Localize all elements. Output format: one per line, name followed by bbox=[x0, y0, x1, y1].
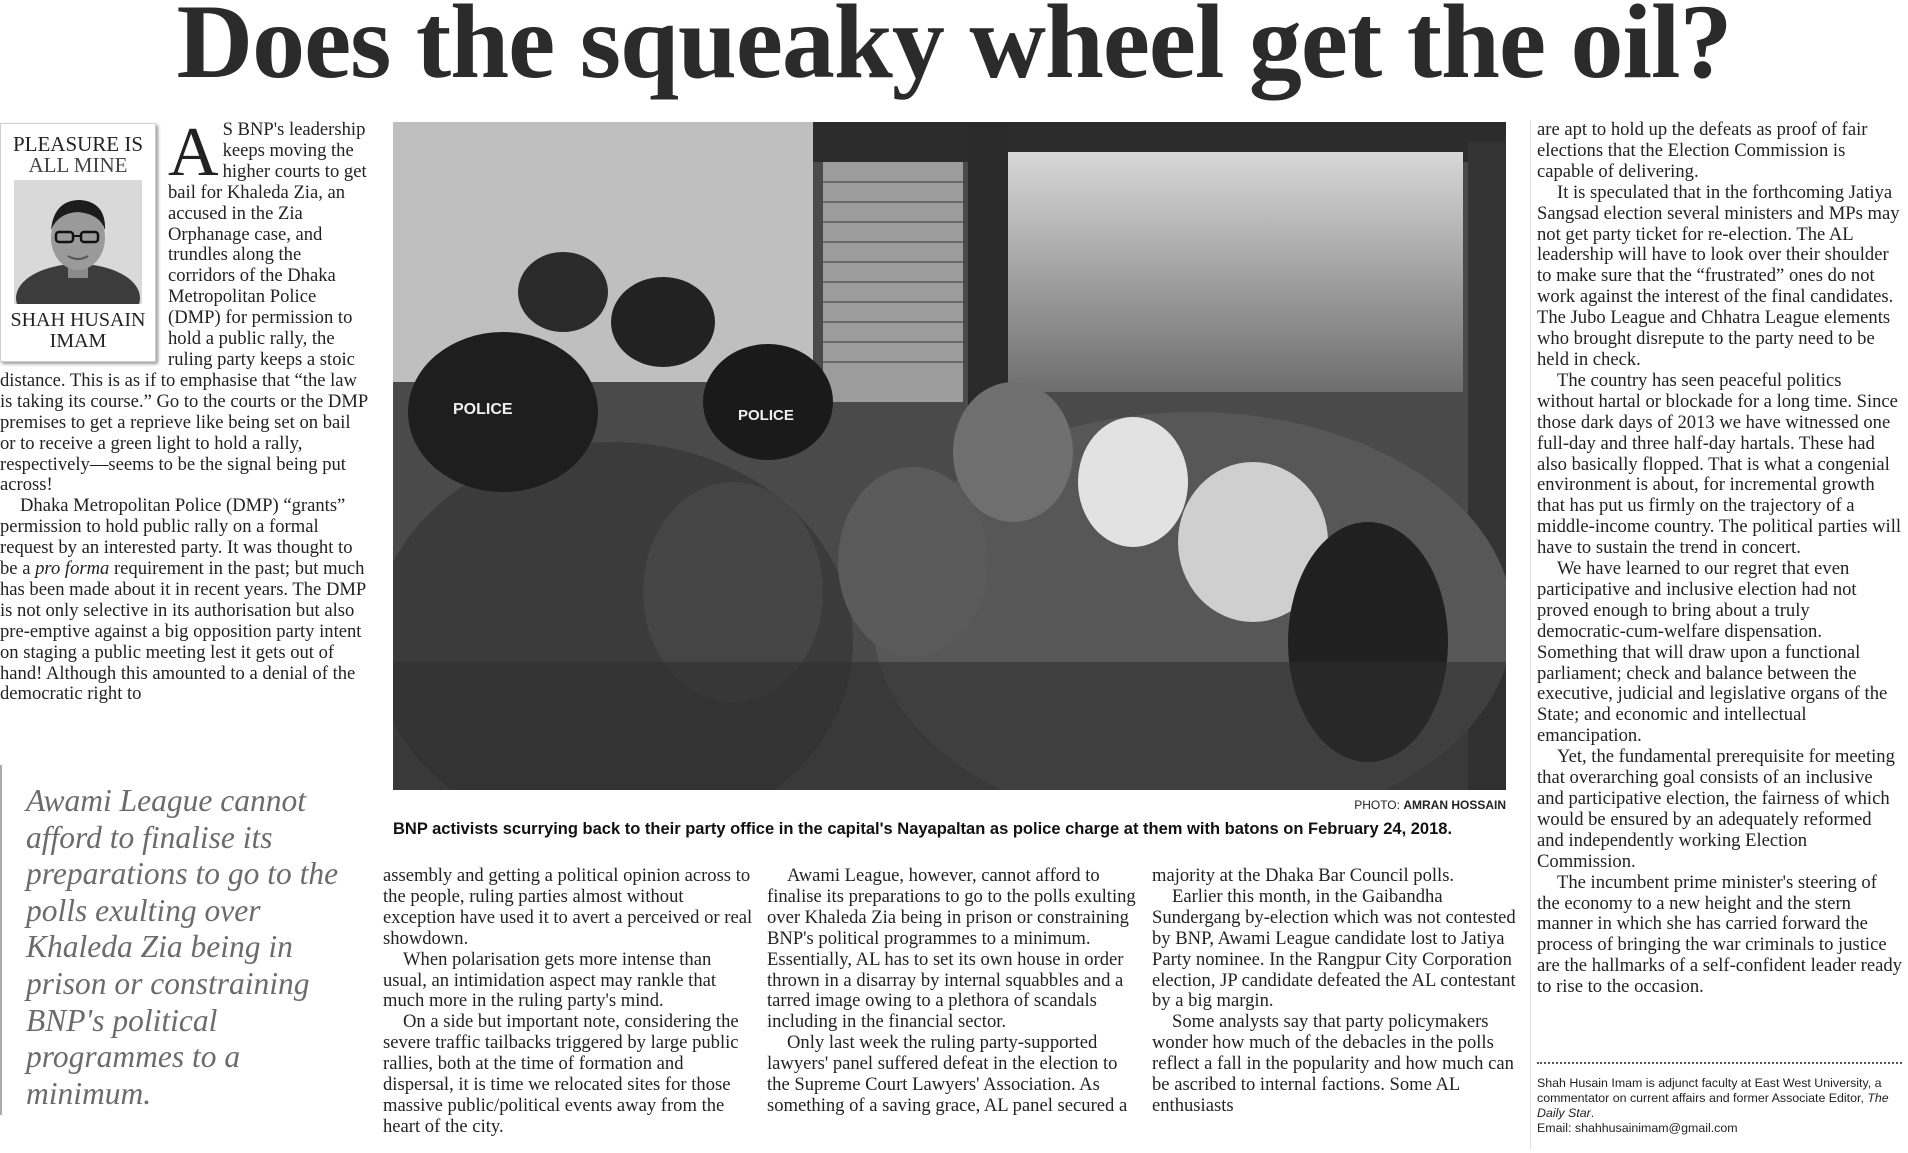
newspaper-name: The Daily Star bbox=[1537, 1091, 1889, 1120]
article-paragraph: The country has seen peaceful politics without hartal or blockade for a long time. Since those dark days of 2013 we have witnessed one full-day and three half-day hartals. These had also basically flopped. That is what a congenial environment is about, for incremental growth that has put us firmly on the trajectory of a middle-income country. The political parties will have to sustain the trend in concert. bbox=[1537, 369, 1902, 559]
bio-text-end: . bbox=[1590, 1106, 1595, 1120]
paragraph-text: Dhaka Metropolitan Police (DMP) “grants” permission to hold public rally on a formal request by an interested party. It was thought to be a bbox=[0, 495, 353, 580]
article-paragraph: Earlier this month, in the Gaibandha Sundergang by-election which was not contested by BNP, Awami League candidate lost to Jatiya Party nominee. In the Rangpur City Corporation election, JP candidate defeated the AL contestant by a big margin. bbox=[1152, 885, 1516, 1012]
author-name-line2: IMAM bbox=[49, 330, 107, 352]
author-photo bbox=[14, 180, 142, 304]
pull-quote bbox=[0, 765, 362, 1115]
bio-text: Shah Husain Imam is adjunct faculty at East West University, a commentator on current affairs and former Associate Editor, bbox=[1537, 1076, 1882, 1105]
helmet-label-left: POLICE bbox=[453, 401, 513, 418]
author-name-line1: SHAH HUSAIN bbox=[10, 309, 146, 331]
article-paragraph bbox=[0, 496, 370, 705]
paragraph-text: requirement in the past; but much has been made about it in recent years. The DMP is not only selective in its authorisation but also pre-emptive against a big opposition party intent on staging a public meeting lest it gets out of hand! Although this amounted to a denial of the democratic right to bbox=[0, 558, 366, 705]
photo-credit-name: AMRAN HOSSAIN bbox=[1403, 798, 1506, 812]
photo-credit-label: PHOTO: bbox=[1354, 798, 1400, 812]
author-email: Email: shahhusainimam@gmail.com bbox=[1537, 1121, 1738, 1135]
photo-caption: BNP activists scurrying back to their party office in the capital's Nayapaltan as police charge at them with batons on February 24, 2018. bbox=[393, 820, 1453, 838]
article-paragraph: Yet, the fundamental prerequisite for meeting that overarching goal consists of an inclusive and participative election, the fairness of which would be ensured by an adequately reformed and independently working Election Commission. bbox=[1537, 746, 1895, 872]
paragraph-text: S BNP's leadership keeps moving the higher courts to get bail for Khaleda Zia, an accused in the Zia Orphanage case, and trundles along the corridors of the Dhaka Metropolitan Police (DMP) for permission to hold a public rally, the ruling party keeps a stoic distance. This is as if to emphasise that “the law is taking its course.” Go to the courts or the DMP premises to get a reprieve like being set on bail or to receive a green light to hold a rally, respectively—seems to be the signal being put across! bbox=[0, 119, 368, 496]
article-paragraph: The incumbent prime minister's steering of the economy to a new height and the stern manner in which she has carried forward the process of bringing the war criminals to justice are the hallmarks of a self-confident leader ready to rise to the occasion. bbox=[1537, 871, 1902, 998]
column-header-box bbox=[0, 123, 156, 362]
left-column bbox=[0, 114, 370, 705]
middle-column-1 bbox=[383, 866, 753, 1138]
author-portrait-image bbox=[14, 180, 142, 304]
column-title-line2: ALL MINE bbox=[28, 153, 128, 177]
headline: Does the squeaky wheel get the oil? bbox=[176, 0, 1732, 100]
news-photo bbox=[393, 122, 1506, 790]
article-paragraph: assembly and getting a political opinion across to the people, ruling parties almost without exception have used it to avert a perceived or real showdown. bbox=[383, 865, 753, 949]
photo-credit bbox=[1200, 798, 1506, 812]
middle-column-3 bbox=[1152, 866, 1522, 1117]
article-paragraph: Only last week the ruling party-supported lawyers' panel suffered defeat in the election to the Supreme Court Lawyers' Association. As something of a saving grace, AL panel secured a bbox=[767, 1032, 1128, 1116]
bio-divider bbox=[1537, 1062, 1902, 1064]
right-column bbox=[1537, 120, 1902, 998]
column-title-line1: PLEASURE IS bbox=[12, 132, 144, 156]
article-paragraph: When polarisation gets more intense than usual, an intimidation aspect may rankle that much more in the ruling party's mind. bbox=[383, 948, 717, 1012]
article-paragraph: We have learned to our regret that even participative and inclusive election had not proved enough to bring about a truly democratic-cum-welfare dispensation. Something that will draw upon a functional parliament; check and balance between the executive, judicial and legislative organs of the State; and economic and intellectual emancipation. bbox=[1537, 558, 1888, 747]
drop-cap: A bbox=[168, 114, 219, 191]
middle-column-2 bbox=[767, 866, 1137, 1117]
article-paragraph: It is speculated that in the forthcoming Jatiya Sangsad election several ministers and MPs may not get party ticket for re-election. The AL leadership will have to look over their shoulder to make sure that the “frustrated” ones do not work against the interest of the final candidates. The Jubo League and Chhatra League elements who brought disrepute to the party need to be held in check. bbox=[1537, 181, 1900, 370]
helmet-label-center: POLICE bbox=[738, 407, 794, 424]
police-charge-photo bbox=[393, 122, 1506, 790]
article-paragraph: Awami League, however, cannot afford to finalise its preparations to go to the polls exulting over Khaleda Zia being in prison or constraining BNP's political programmes to a minimum. Essentially, AL has to set its own house in order thrown in a disarray by internal squabbles and a tarred image owing to a plethora of scandals including in the financial sector. bbox=[767, 865, 1136, 1033]
author-bio bbox=[1537, 1076, 1905, 1136]
article-paragraph: are apt to hold up the defeats as proof of fair elections that the Election Commission is capable of delivering. bbox=[1537, 119, 1868, 182]
article-paragraph: majority at the Dhaka Bar Council polls. bbox=[1152, 865, 1455, 886]
article-paragraph: On a side but important note, considering the severe traffic tailbacks triggered by large public rallies, both at the time of formation and dispersal, it is time we relocated sites for those massive public/political events away from the heart of the city. bbox=[383, 1011, 739, 1137]
article-paragraph: Some analysts say that party policymakers wonder how much of the debacles in the polls reflect a fall in the popularity and how much can be ascribed to internal factions. Some AL enthusiasts bbox=[1152, 1011, 1514, 1116]
italic-term: pro forma bbox=[35, 558, 110, 580]
column-divider bbox=[1530, 120, 1531, 1150]
pull-quote-text: Awami League cannot afford to finalise its preparations to go to the polls exulting over Khaleda Zia being in prison or constraining BNP's political programmes to a minimum. bbox=[26, 783, 339, 1111]
